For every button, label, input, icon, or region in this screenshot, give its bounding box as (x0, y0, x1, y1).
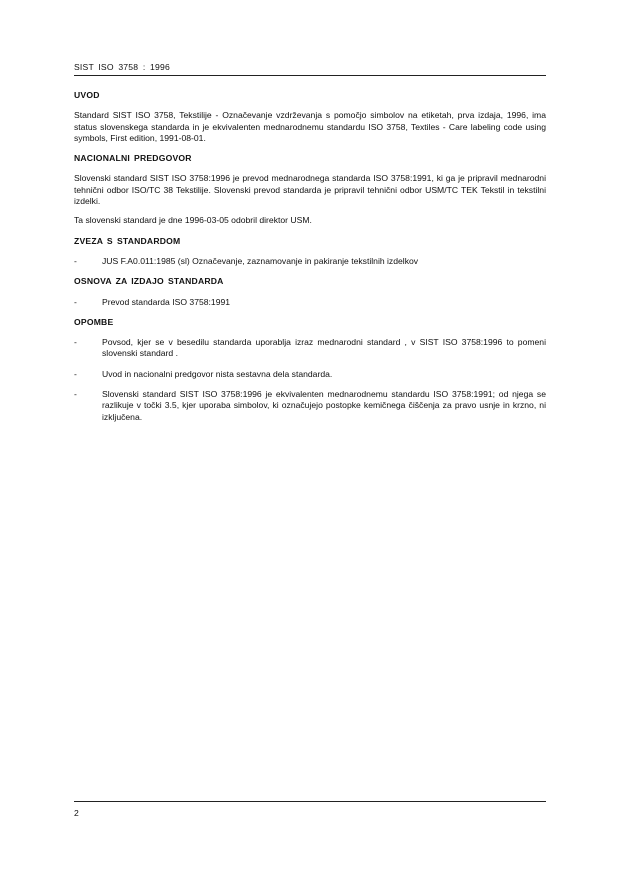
page-content (74, 90, 546, 432)
header-rule (74, 75, 546, 76)
list-item-text: JUS F.A0.011:1985 (sl) Označevanje, zaznamovanje in pakiranje tekstilnih izdelkov (102, 255, 419, 266)
list-dash: - (74, 296, 77, 307)
footer-rule (74, 801, 546, 802)
paragraph: Ta slovenski standard je dne 1996-03-05 odobril direktor USM. (74, 215, 312, 226)
section-heading: UVOD (74, 90, 100, 100)
list-item-text: Uvod in nacionalni predgovor nista sestavna dela standarda. (102, 368, 333, 379)
list-dash: - (74, 389, 77, 400)
section-osnova (74, 276, 546, 308)
section-opombe (74, 317, 546, 423)
list-item-text: Povsod, kjer se v besedilu standarda uporablja izraz mednarodni standard , v SIST ISO 3758:1996 to pomeni slovenski standard . (102, 337, 546, 359)
list-item-text: Prevod standarda ISO 3758:1991 (102, 296, 231, 307)
list-item (74, 256, 546, 267)
section-heading: NACIONALNI PREDGOVOR (74, 153, 192, 164)
section-uvod (74, 90, 546, 144)
list-item-text: Slovenski standard SIST ISO 3758:1996 je ekvivalenten mednarodnemu standardu ISO 3758:1991; od njega se razlikuje v točki 3.5, kjer uporaba simbolov, ki označujejo postopke kemičnega čiščenja za pravo usnje in krzno, ni izključena. (102, 389, 546, 422)
section-heading: OPOMBE (74, 316, 114, 327)
list-dash: - (74, 368, 77, 379)
page-number: 2 (74, 808, 79, 818)
list-item (74, 297, 546, 308)
list-dash: - (74, 255, 77, 266)
list-item (74, 337, 546, 360)
running-header: SIST ISO 3758 : 1996 (74, 62, 170, 72)
paragraph: Slovenski standard SIST ISO 3758:1996 je prevod mednarodnega standarda ISO 3758:1991, ki ga je pripravil mednarodni tehnični odbor ISO/TC 38 Tekstilije. Slovenski prevod standarda je pripravil tehnični odbor USM/TC TEK Tekstil in tekstilni izdelki. (74, 173, 546, 207)
section-nacionalni-predgovor (74, 153, 546, 226)
list-item (74, 389, 546, 423)
list-dash: - (74, 337, 77, 348)
paragraph: Standard SIST ISO 3758, Tekstilije - Označevanje vzdrževanja s pomočjo simbolov na etiketah, prva izdaja, 1996, ima status slovenskega standarda in je ekvivalenten mednarodnemu standardu ISO 3758, Textiles - Care labeling code using symbols, First edition, 1991-08-01. (74, 110, 546, 143)
list-item (74, 369, 546, 380)
section-heading: OSNOVA ZA IZDAJO STANDARDA (74, 276, 224, 287)
section-heading: ZVEZA S STANDARDOM (74, 235, 181, 246)
section-zveza-s-standardom (74, 236, 546, 268)
